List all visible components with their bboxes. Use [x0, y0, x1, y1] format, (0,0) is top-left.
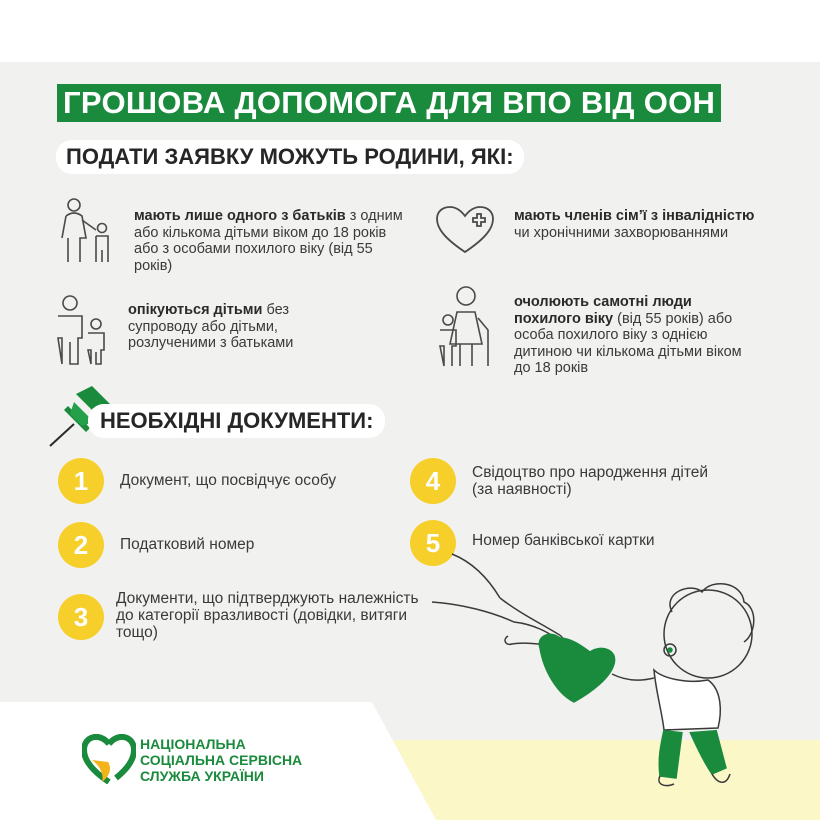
document-item-1: Документ, що посвідчує особу: [120, 472, 337, 489]
document-number-5: 5: [410, 520, 456, 566]
document-number-1: 1: [58, 458, 104, 504]
hand-giving-heart-illustration: [432, 552, 820, 802]
parent-with-child-icon: [52, 196, 122, 266]
document-number-4: 4: [410, 458, 456, 504]
nsss-logo-text: НАЦІОНАЛЬНА СОЦІАЛЬНА СЕРВІСНА СЛУЖБА УКРАЇНИ: [140, 736, 303, 784]
document-number-2: 2: [58, 522, 104, 568]
document-number-3: 3: [58, 594, 104, 640]
document-item-4: Свідоцтво про народження дітей (за наявності): [472, 464, 709, 498]
heart-cross-icon: [434, 204, 496, 256]
family-item-1: мають лише одного з батьків з одним або кількома дітьми віком до 18 років або з особами похилого віку (від 55 років): [134, 208, 403, 274]
families-subtitle: ПОДАТИ ЗАЯВКУ МОЖУТЬ РОДИНИ, ЯКІ:: [56, 140, 524, 174]
document-item-3: Документи, що підтверджують належність до категорії вразливості (довідки, витяги тощо): [116, 590, 419, 641]
nsss-logo-icon: [82, 734, 136, 784]
page-title: ГРОШОВА ДОПОМОГА ДЛЯ ВПО ВІД ООН: [57, 84, 721, 122]
family-item-3: опікуються дітьми без супроводу або дітьми, розлученими з батьками: [128, 302, 294, 351]
adult-with-child-icon: [52, 294, 112, 366]
document-item-5: Номер банківської картки: [472, 532, 655, 549]
document-item-2: Податковий номер: [120, 536, 255, 553]
elderly-with-child-icon: [436, 286, 498, 370]
documents-title: НЕОБХІДНІ ДОКУМЕНТИ:: [88, 404, 385, 438]
family-item-4: очолюють самотні люди похилого віку (від 55 років) або особа похилого віку з однією дитиною чи кількома дітьми віком до 18 років: [514, 294, 742, 376]
family-item-2: мають членів сім’ї з інвалідністю чи хронічними захворюваннями: [514, 208, 755, 241]
